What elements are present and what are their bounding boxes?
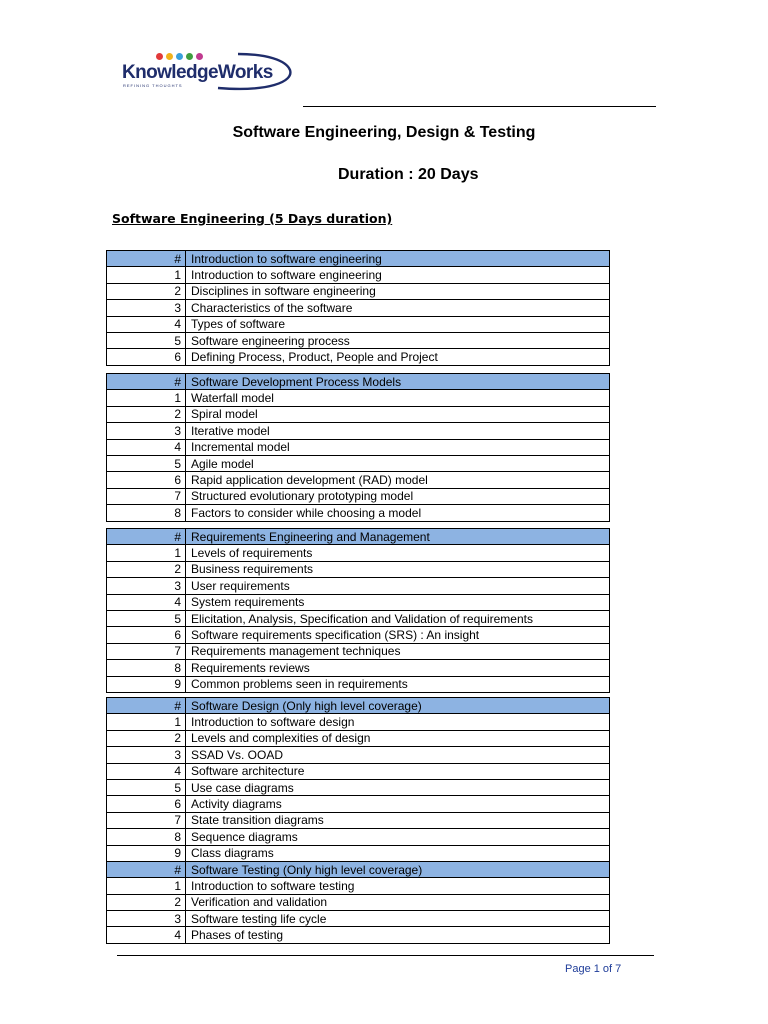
row-number: 2 — [107, 894, 186, 910]
row-topic: Verification and validation — [186, 894, 610, 910]
row-topic: Levels of requirements — [186, 545, 610, 561]
row-number: 6 — [107, 472, 186, 488]
row-topic: Software testing life cycle — [186, 911, 610, 927]
module-header-title: Introduction to software engineering — [186, 251, 610, 267]
table-row — [107, 643, 610, 659]
row-number: 7 — [107, 643, 186, 659]
row-topic: Rapid application development (RAD) model — [186, 472, 610, 488]
page-number: Page 1 of 7 — [565, 963, 622, 975]
logo-dot — [176, 53, 183, 60]
table-row — [107, 878, 610, 894]
section-heading: Software Engineering (5 Days duration) — [112, 211, 393, 226]
row-topic: Disciplines in software engineering — [186, 283, 610, 299]
row-number: 4 — [107, 439, 186, 455]
row-topic: Structured evolutionary prototyping model — [186, 488, 610, 504]
row-topic: System requirements — [186, 594, 610, 610]
row-topic: Defining Process, Product, People and Project — [186, 349, 610, 365]
row-number: 5 — [107, 779, 186, 795]
row-number: 4 — [107, 927, 186, 943]
module-header-title: Requirements Engineering and Management — [186, 529, 610, 545]
row-number: 3 — [107, 578, 186, 594]
module-table — [106, 373, 610, 522]
logo-brand: KnowledgeWorks — [122, 62, 273, 83]
row-topic: Incremental model — [186, 439, 610, 455]
header-rule — [303, 106, 656, 107]
row-number: 3 — [107, 911, 186, 927]
table-row — [107, 927, 610, 943]
row-topic: Class diagrams — [186, 845, 610, 861]
table-row — [107, 660, 610, 676]
table-row — [107, 316, 610, 332]
table-row — [107, 439, 610, 455]
table-row — [107, 300, 610, 316]
logo-dots-icon — [156, 53, 203, 60]
table-row — [107, 747, 610, 763]
table-row — [107, 763, 610, 779]
logo-dot — [186, 53, 193, 60]
row-topic: Phases of testing — [186, 927, 610, 943]
row-topic: Types of software — [186, 316, 610, 332]
row-topic: SSAD Vs. OOAD — [186, 747, 610, 763]
row-number: 9 — [107, 676, 186, 692]
row-topic: Requirements management techniques — [186, 643, 610, 659]
row-topic: Agile model — [186, 455, 610, 471]
logo-tagline: REFINING THOUGHTS — [123, 83, 183, 88]
table-row — [107, 578, 610, 594]
row-number: 2 — [107, 730, 186, 746]
row-topic: Levels and complexities of design — [186, 730, 610, 746]
table-row — [107, 390, 610, 406]
row-number: 3 — [107, 423, 186, 439]
module-header-num: # — [107, 861, 186, 877]
module-header-num: # — [107, 251, 186, 267]
footer-rule — [117, 955, 654, 956]
row-topic: Business requirements — [186, 561, 610, 577]
table-row — [107, 283, 610, 299]
row-number: 5 — [107, 332, 186, 348]
row-number: 7 — [107, 812, 186, 828]
row-number: 2 — [107, 406, 186, 422]
row-topic: Introduction to software testing — [186, 878, 610, 894]
table-row — [107, 829, 610, 845]
table-row — [107, 812, 610, 828]
table-row — [107, 714, 610, 730]
row-number: 1 — [107, 267, 186, 283]
row-number: 8 — [107, 660, 186, 676]
row-number: 2 — [107, 561, 186, 577]
table-row — [107, 796, 610, 812]
row-topic: Sequence diagrams — [186, 829, 610, 845]
row-topic: Use case diagrams — [186, 779, 610, 795]
row-topic: Software requirements specification (SRS) : An insight — [186, 627, 610, 643]
row-topic: Factors to consider while choosing a model — [186, 505, 610, 521]
row-number: 5 — [107, 610, 186, 626]
module-header-title: Software Design (Only high level coverage) — [186, 698, 610, 714]
row-topic: Introduction to software engineering — [186, 267, 610, 283]
table-row — [107, 594, 610, 610]
row-number: 1 — [107, 878, 186, 894]
row-number: 4 — [107, 316, 186, 332]
module-header-row — [107, 861, 610, 877]
table-row — [107, 730, 610, 746]
row-number: 4 — [107, 594, 186, 610]
row-number: 6 — [107, 627, 186, 643]
table-row — [107, 894, 610, 910]
row-topic: Elicitation, Analysis, Specification and Validation of requirements — [186, 610, 610, 626]
table-row — [107, 627, 610, 643]
table-row — [107, 455, 610, 471]
module-header-num: # — [107, 529, 186, 545]
table-row — [107, 267, 610, 283]
row-number: 1 — [107, 545, 186, 561]
module-table — [106, 697, 610, 944]
module-header-num: # — [107, 698, 186, 714]
table-row — [107, 488, 610, 504]
logo-dot — [156, 53, 163, 60]
table-row — [107, 472, 610, 488]
table-row — [107, 505, 610, 521]
row-number: 5 — [107, 455, 186, 471]
row-number: 6 — [107, 349, 186, 365]
row-number: 8 — [107, 505, 186, 521]
table-row — [107, 911, 610, 927]
row-number: 1 — [107, 714, 186, 730]
row-number: 1 — [107, 390, 186, 406]
table-row — [107, 610, 610, 626]
table-row — [107, 349, 610, 365]
row-topic: Spiral model — [186, 406, 610, 422]
module-header-row — [107, 698, 610, 714]
logo-dot — [196, 53, 203, 60]
module-header-row — [107, 374, 610, 390]
row-topic: State transition diagrams — [186, 812, 610, 828]
table-row — [107, 561, 610, 577]
row-topic: Waterfall model — [186, 390, 610, 406]
table-row — [107, 779, 610, 795]
table-row — [107, 845, 610, 861]
row-topic: User requirements — [186, 578, 610, 594]
table-row — [107, 676, 610, 692]
module-table — [106, 528, 610, 693]
row-number: 2 — [107, 283, 186, 299]
module-header-num: # — [107, 374, 186, 390]
table-row — [107, 332, 610, 348]
table-row — [107, 545, 610, 561]
table-row — [107, 406, 610, 422]
module-table — [106, 250, 610, 366]
row-number: 7 — [107, 488, 186, 504]
row-number: 9 — [107, 845, 186, 861]
row-topic: Common problems seen in requirements — [186, 676, 610, 692]
row-number: 4 — [107, 763, 186, 779]
row-topic: Software architecture — [186, 763, 610, 779]
row-number: 6 — [107, 796, 186, 812]
company-logo — [118, 48, 298, 98]
row-topic: Activity diagrams — [186, 796, 610, 812]
row-topic: Iterative model — [186, 423, 610, 439]
row-number: 8 — [107, 829, 186, 845]
document-title: Software Engineering, Design & Testing — [232, 124, 536, 141]
module-header-row — [107, 251, 610, 267]
row-topic: Introduction to software design — [186, 714, 610, 730]
row-topic: Requirements reviews — [186, 660, 610, 676]
logo-dot — [166, 53, 173, 60]
duration-label: Duration : 20 Days — [338, 166, 479, 183]
row-number: 3 — [107, 300, 186, 316]
table-row — [107, 423, 610, 439]
module-header-title: Software Development Process Models — [186, 374, 610, 390]
module-header-row — [107, 529, 610, 545]
module-header-title: Software Testing (Only high level coverage) — [186, 861, 610, 877]
row-topic: Software engineering process — [186, 332, 610, 348]
row-number: 3 — [107, 747, 186, 763]
row-topic: Characteristics of the software — [186, 300, 610, 316]
